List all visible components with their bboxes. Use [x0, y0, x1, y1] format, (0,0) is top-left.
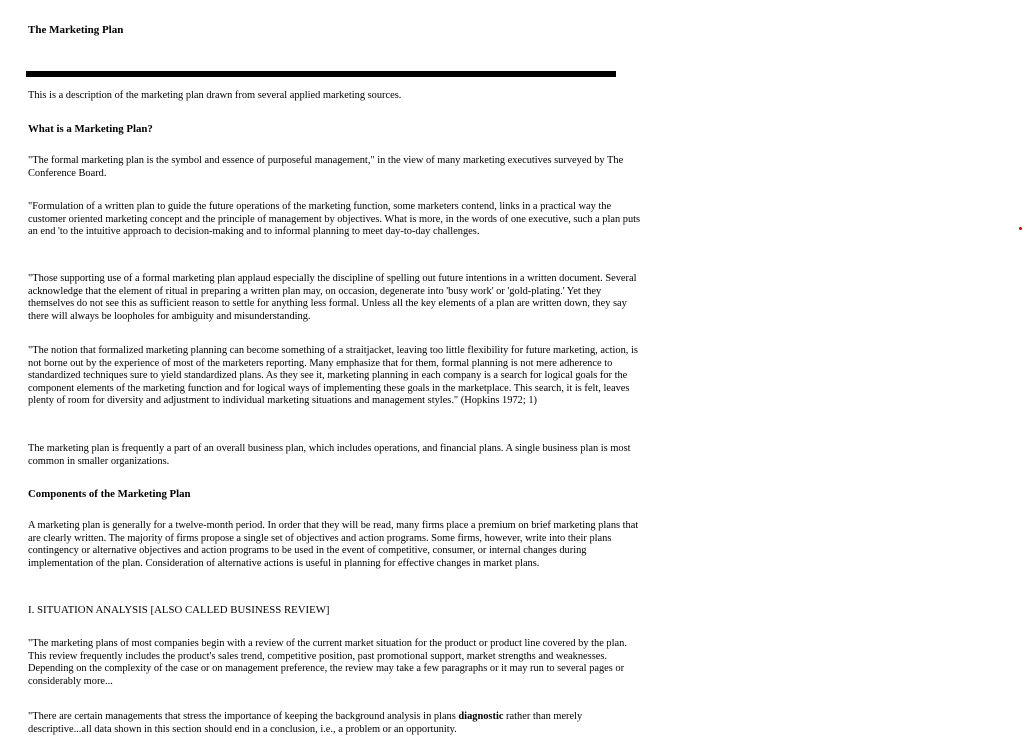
quote-6-text-start: "There are certain managements that stress the importance of keeping the background analysis in plans	[28, 711, 459, 722]
business-plan-paragraph: The marketing plan is frequently a part of an overall business plan, which includes operations, and financial plans. A single business plan is most common in smaller organizations.	[28, 443, 631, 467]
quote-paragraph-6	[28, 711, 643, 736]
quote-paragraph-5: "The marketing plans of most companies begin with a review of the current market situation for the product or product line covered by the plan. This review frequently includes the product's sales trend, competitive position, past promotional support, market strengths and weaknesses. Depending on the complexity of the case or on management preference, the review may take a few paragraphs or it may run to several pages or considerably more...	[28, 638, 627, 687]
components-paragraph: A marketing plan is generally for a twelve-month period. In order that they will be read, many firms place a premium on brief marketing plans that are clearly written. The majority of firms propose a single set of objectives and action programs. Some firms, however, write into their plans contingency or alternative objectives and action programs to be used in the event of competitive, consumer, or internal changes during implementation of the plan. Consideration of alternative actions is useful in planning for effective changes in market plans.	[28, 520, 639, 569]
red-dot-marker	[1019, 227, 1022, 230]
section-heading-situation-analysis: I. SITUATION ANALYSIS [ALSO CALLED BUSINESS REVIEW]	[28, 604, 330, 616]
quote-6-emphasis: diagnostic	[458, 711, 504, 722]
heading-what-is-marketing-plan: What is a Marketing Plan?	[28, 123, 153, 135]
quote-paragraph-3: "Those supporting use of a formal marketing plan applaud especially the discipline of spelling out future intentions in a written document. Several acknowledge that the element of ritual in preparing a written plan may, on occasion, degenerate into 'busy work' or 'gold-plating.' Yet they themselves do not see this as sufficient reason to settle for anything less formal. Unless all the key elements of a plan are written down, they say there will always be loopholes for ambiguity and misunderstanding.	[28, 273, 637, 322]
heading-components: Components of the Marketing Plan	[28, 488, 191, 500]
quote-paragraph-1: "The formal marketing plan is the symbol and essence of purposeful management," in the view of many marketing executives surveyed by The Conference Board.	[28, 155, 624, 179]
quote-paragraph-4: "The notion that formalized marketing planning can become something of a straitjacket, leaving too little flexibility for future marketing, action, is not borne out by the experience of most of the marketers reporting. Many emphasize that for them, formal planning is not mere adherence to standardized techniques sure to yield standardized plans. As they see it, marketing planning in each company is a search for logical goals for the component elements of the marketing function and for logical ways of implementing these goals in the marketplace. This search, it is felt, leaves plenty of room for diversity and adjustment to individual marketing situations and management styles." (Hopkins 1972; 1)	[28, 345, 638, 407]
quote-paragraph-2: "Formulation of a written plan to guide the future operations of the marketing function, some marketers contend, links in a practical way the customer oriented marketing concept and the principle of management by objectives. What is more, in the words of one executive, such a plan puts an end 'to the intuitive approach to decision-making and to informal planning to meet day-to-day challenges.	[28, 201, 641, 238]
quote-6-text-end: rather than merely descriptive...all data shown in this section should end in a conclusion, i.e., a problem or an opportunity.	[28, 711, 583, 735]
title-divider	[26, 71, 616, 77]
intro-paragraph: This is a description of the marketing plan drawn from several applied marketing sources.	[28, 90, 402, 101]
document-title: The Marketing Plan	[28, 24, 124, 36]
